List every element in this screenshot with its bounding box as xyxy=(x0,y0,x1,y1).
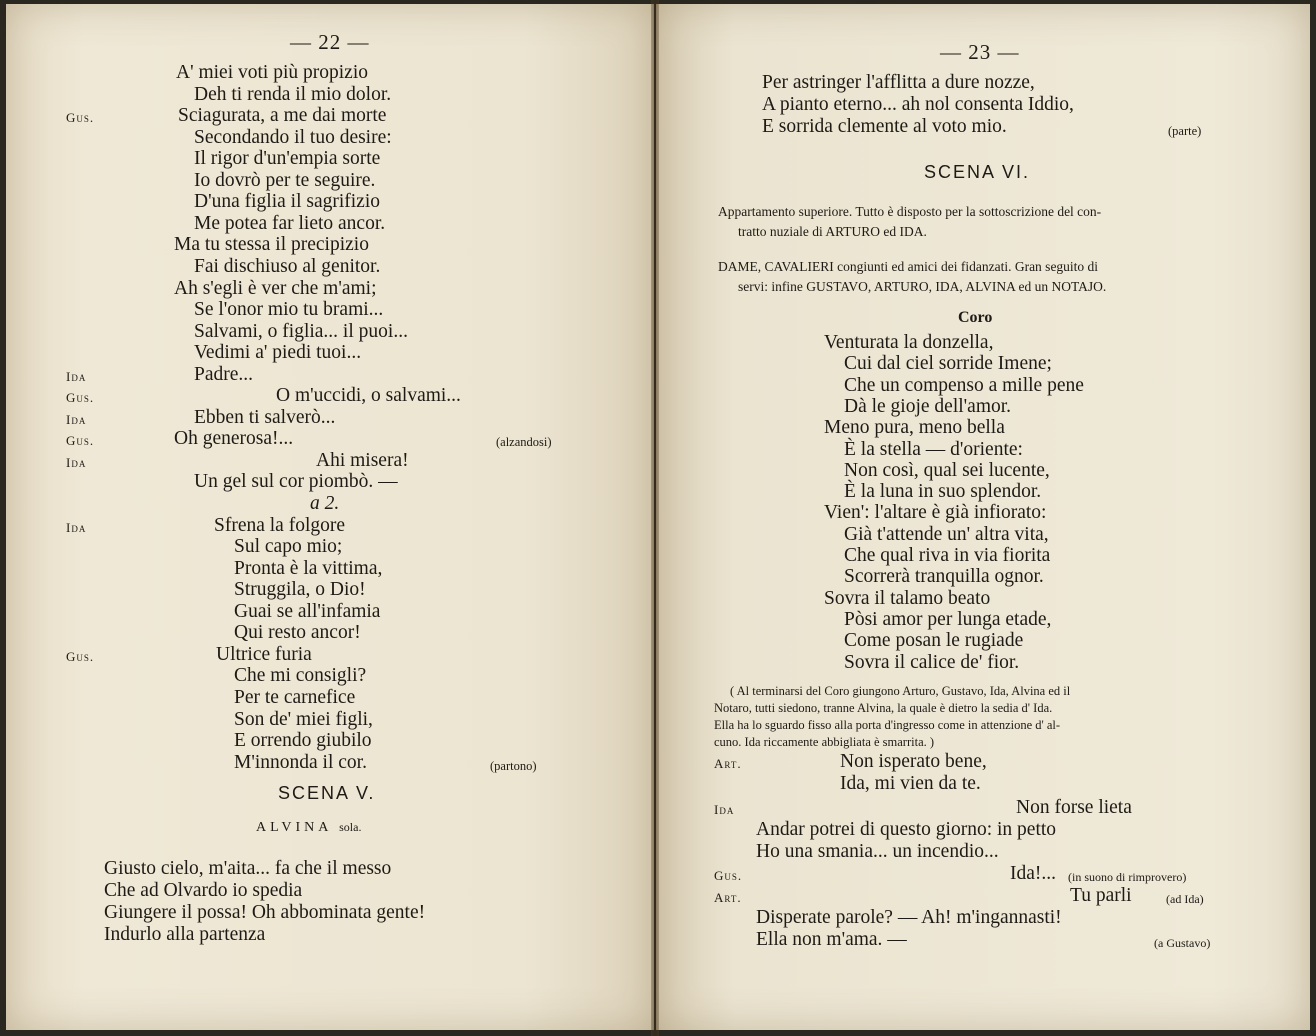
dialogue-line: Ida!... xyxy=(1010,863,1057,884)
stage-direction: (partono) xyxy=(490,759,537,773)
stage-direction: (in suono di rimprovero) xyxy=(1068,870,1187,884)
speaker-label: Gus. xyxy=(66,433,95,448)
verse-line: Ebben ti salverò... xyxy=(194,407,336,428)
chorus-line: Che qual riva in via fiorita xyxy=(844,545,1051,566)
opening-line: E sorrida clemente al voto mio. xyxy=(762,116,1007,137)
verse-line: O m'uccidi, o salvami... xyxy=(276,385,461,406)
scene-v-subtitle xyxy=(256,820,361,836)
verse-line: Ahi misera! xyxy=(316,450,409,471)
dialogue-line: Ida, mi vien da te. xyxy=(840,773,981,794)
scene-v-character: ALVINA xyxy=(256,820,332,835)
stage-direction-line: ( Al terminarsi del Coro giungono Arturo, Gustavo, Ida, Alvina ed il xyxy=(730,684,1071,698)
speaker-label: Gus. xyxy=(714,868,743,883)
speaker-label: Ida xyxy=(66,369,87,384)
verse-line: Padre... xyxy=(194,364,254,385)
verse-line: Un gel sul cor piombò. — xyxy=(194,471,398,492)
chorus-line: Dà le gioje dell'amor. xyxy=(844,396,1012,417)
verse-line: Sciagurata, a me dai morte xyxy=(178,105,387,126)
speaker-label: Ida xyxy=(66,455,87,470)
speaker-label: Gus. xyxy=(66,110,95,125)
closing-line: Giusto cielo, m'aita... fa che il messo xyxy=(104,858,392,879)
dialogue-line: Tu parli xyxy=(1070,885,1132,906)
chorus-line: Scorrerà tranquilla ognor. xyxy=(844,566,1044,587)
stage-direction: (ad Ida) xyxy=(1166,892,1204,906)
verse-line: Deh ti renda il mio dolor. xyxy=(194,84,392,105)
chorus-line: Vien': l'altare è già infiorato: xyxy=(824,502,1047,523)
speaker-label: Gus. xyxy=(66,649,95,664)
verse-line: M'innonda il cor. xyxy=(234,752,367,773)
stage-direction-line: Notaro, tutti siedono, tranne Alvina, la quale è dietro la sedia d' Ida. xyxy=(714,701,1053,715)
speaker-label: Ida xyxy=(66,520,87,535)
verse-line: Qui resto ancor! xyxy=(234,622,361,643)
verse-line: Son de' miei figli, xyxy=(234,709,373,730)
verse-line: Se l'onor mio tu brami... xyxy=(194,299,384,320)
chorus-line: È la stella — d'oriente: xyxy=(844,439,1023,460)
opening-line: A pianto eterno... ah nol consenta Iddio, xyxy=(762,94,1074,115)
chorus-label: Coro xyxy=(958,309,993,326)
verse-line: Me potea far lieto ancor. xyxy=(194,213,386,234)
verse-line: Pronta è la vittima, xyxy=(234,558,383,579)
speaker-label: Art. xyxy=(714,890,742,905)
verse-line: Io dovrò per te seguire. xyxy=(194,170,376,191)
speaker-label: Ida xyxy=(66,412,87,427)
verse-line: Guai se all'infamia xyxy=(234,601,381,622)
verse-line: Vedimi a' piedi tuoi... xyxy=(194,342,362,363)
verse-line: a 2. xyxy=(310,493,340,514)
chorus-line: Non così, qual sei lucente, xyxy=(844,460,1050,481)
verse-line: Salvami, o figlia... il puoi... xyxy=(194,321,408,342)
chorus-line: Già t'attende un' altra vita, xyxy=(844,524,1049,545)
scene-title-v: SCENA V. xyxy=(278,783,376,803)
dialogue-line: Ho una smania... un incendio... xyxy=(756,841,999,862)
chorus-line: Come posan le rugiade xyxy=(844,630,1024,651)
stage-exit: (parte) xyxy=(1168,124,1202,138)
opening-line: Per astringer l'afflitta a dure nozze, xyxy=(762,72,1035,93)
verse-line: Il rigor d'un'empia sorte xyxy=(194,148,381,169)
dialogue-line: Ella non m'ama. — xyxy=(756,929,907,950)
scene-v-note: sola. xyxy=(339,820,362,834)
chorus-line: Cui dal ciel sorride Imene; xyxy=(844,353,1052,374)
book-gutter xyxy=(651,0,659,1036)
chorus-line: Pòsi amor per lunga etade, xyxy=(844,609,1052,630)
setting-line: tratto nuziale di ARTURO ed IDA. xyxy=(738,224,927,239)
verse-line: D'una figlia il sagrifizio xyxy=(194,191,381,212)
verse-line: A' miei voti più propizio xyxy=(176,62,368,83)
closing-line: Giungere il possa! Oh abbominata gente! xyxy=(104,902,426,923)
verse-line: Ultrice furia xyxy=(216,644,312,665)
dialogue-line: Disperate parole? — Ah! m'ingannasti! xyxy=(756,907,1062,928)
verse-line: Fai dischiuso al genitor. xyxy=(194,256,381,277)
speaker-label: Gus. xyxy=(66,390,95,405)
verse-line: Struggila, o Dio! xyxy=(234,579,366,600)
chorus-line: Che un compenso a mille pene xyxy=(844,375,1084,396)
verse-line: Oh generosa!... xyxy=(174,428,294,449)
page-number-right: — 23 — xyxy=(940,40,1020,64)
verse-line: E orrendo giubilo xyxy=(234,730,372,751)
dialogue-line: Non forse lieta xyxy=(1016,797,1132,818)
stage-direction: (a Gustavo) xyxy=(1154,936,1211,950)
verse-line: Sul capo mio; xyxy=(234,536,343,557)
closing-line: Che ad Olvardo io spedia xyxy=(104,880,303,901)
setting-line: Appartamento superiore. Tutto è disposto per la sottoscrizione del con- xyxy=(718,204,1102,219)
dialogue-line: Andar potrei di questo giorno: in petto xyxy=(756,819,1057,840)
scene-title-vi: SCENA VI. xyxy=(924,162,1031,182)
chorus-line: Sovra il talamo beato xyxy=(824,588,991,609)
page-number-left: — 22 — xyxy=(290,30,370,54)
chorus-line: È la luna in suo splendor. xyxy=(844,481,1042,502)
characters-line: DAME, CAVALIERI congiunti ed amici dei fidanzati. Gran seguito di xyxy=(718,259,1099,274)
speaker-label: Art. xyxy=(714,756,742,771)
verse-line: Che mi consigli? xyxy=(234,665,367,686)
verse-line: Secondando il tuo desire: xyxy=(194,127,392,148)
stage-direction-line: cuno. Ida riccamente abbigliata è smarrita. ) xyxy=(714,735,935,749)
verse-line: Ah s'egli è ver che m'ami; xyxy=(174,278,377,299)
speaker-label: Ida xyxy=(714,802,735,817)
stage-direction: (alzandosi) xyxy=(496,435,552,449)
chorus-line: Meno pura, meno bella xyxy=(824,417,1005,438)
dialogue-line: Non isperato bene, xyxy=(840,751,987,772)
characters-line: servi: infine GUSTAVO, ARTURO, IDA, ALVINA ed un NOTAJO. xyxy=(738,279,1107,294)
chorus-line: Venturata la donzella, xyxy=(824,332,994,353)
verse-line: Per te carnefice xyxy=(234,687,356,708)
verse-line: Ma tu stessa il precipizio xyxy=(174,234,369,255)
stage-direction-line: Ella ha lo sguardo fisso alla porta d'ingresso come in attenzione d' al- xyxy=(714,718,1061,732)
closing-line: Indurlo alla partenza xyxy=(104,924,266,945)
chorus-line: Sovra il calice de' fior. xyxy=(844,652,1020,673)
verse-line: Sfrena la folgore xyxy=(214,515,346,536)
